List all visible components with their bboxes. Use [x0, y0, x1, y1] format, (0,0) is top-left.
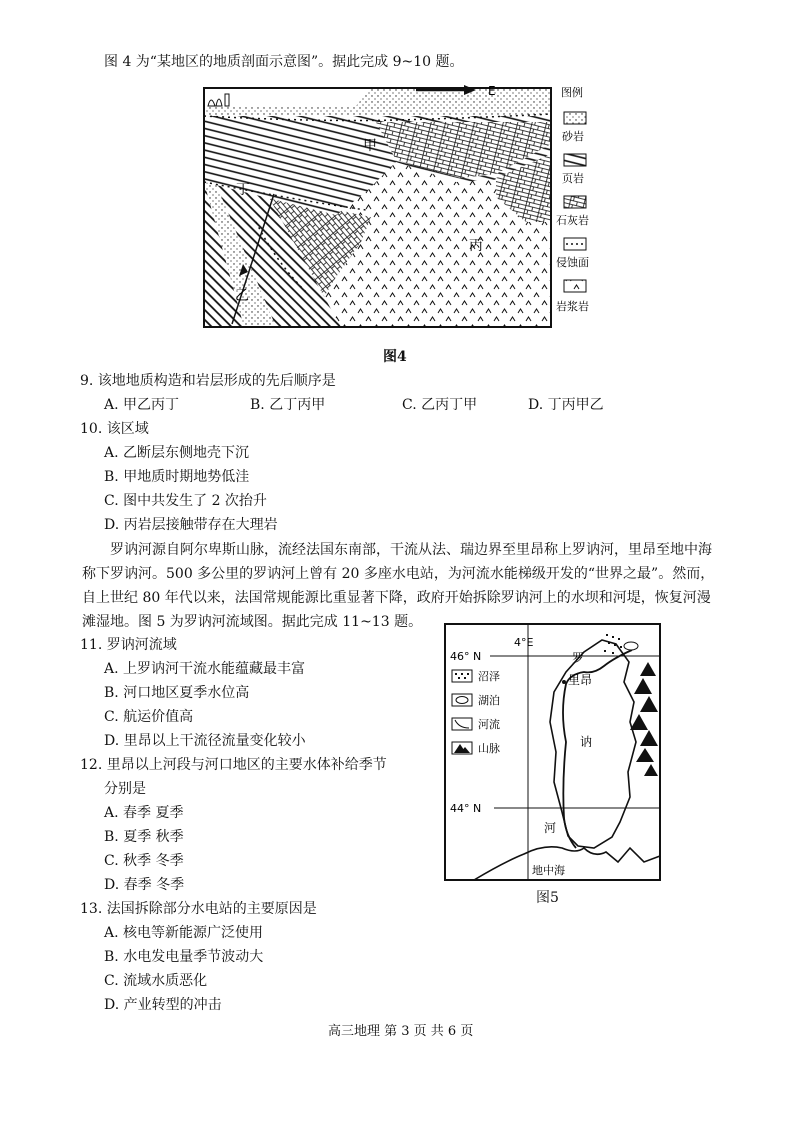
q11-option-b[interactable]: B. 河口地区夏季水位高 — [104, 685, 250, 701]
q13-stem: 13. 法国拆除部分水电站的主要原因是 — [80, 901, 317, 917]
q9-option-d[interactable]: D. 丁丙甲乙 — [528, 397, 604, 413]
q13-option-b[interactable]: B. 水电发电量季节波动大 — [104, 949, 264, 965]
fig5-legend-river: 河流 — [478, 718, 500, 731]
q11-stem: 11. 罗讷河流域 — [80, 637, 177, 653]
q12-option-b[interactable]: B. 夏季 秋季 — [104, 829, 184, 845]
fig4-legend-title: 图例 — [561, 86, 583, 99]
fig5-legend-marsh: 沼泽 — [478, 670, 500, 683]
passage-rhone: 罗讷河源自阿尔卑斯山脉，流经法国东南部，干流从法、瑞边界至里昂称上罗讷河，里昂至地中海称下罗讷河。500 多公里的罗讷河上曾有 20 多座水电站，为河流水能梯级开发的“世界之最”。然而，自上世纪 80 年代以来，法国常规能源比重显著下降，政府开始拆除罗讷河上的水坝和河堤，恢复河漫滩湿地。图 5 为罗讷河流域图。据此完成 11~13 题。 — [82, 542, 715, 630]
q10-option-d[interactable]: D. 丙岩层接触带存在大理岩 — [104, 517, 278, 533]
q11-option-d[interactable]: D. 里昂以上干流径流量变化较小 — [104, 733, 306, 749]
q12-option-c[interactable]: C. 秋季 冬季 — [104, 853, 184, 869]
fig4-label-yi: 乙 — [235, 288, 249, 304]
fig4-label-bing: 丙 — [469, 238, 483, 254]
q10-option-a[interactable]: A. 乙断层东侧地壳下沉 — [104, 445, 250, 461]
fig4-legend-sandstone: 砂岩 — [562, 130, 584, 143]
fig5-legend-lake: 湖泊 — [478, 694, 500, 707]
fig5-caption: 图5 — [536, 890, 559, 906]
fig4-legend-limestone: 石灰岩 — [556, 214, 589, 227]
fig5-rhone-map — [444, 622, 662, 884]
q11-option-c[interactable]: C. 航运价值高 — [104, 709, 194, 725]
fig4-geologic-section — [196, 82, 596, 330]
fig4-legend-magma: 岩浆岩 — [556, 300, 589, 313]
fig5-river-char-3: 河 — [544, 821, 557, 835]
q12-option-d[interactable]: D. 春季 冬季 — [104, 877, 185, 893]
fig4-legend-erosion: 侵蚀面 — [556, 256, 589, 269]
fig4-direction-label: E — [488, 84, 496, 98]
q10-stem: 10. 该区域 — [80, 421, 149, 437]
q9-option-b[interactable]: B. 乙丁丙甲 — [250, 397, 326, 413]
fig5-river-char-1: 罗 — [572, 651, 585, 665]
fig5-lat-top: 46° N — [450, 650, 482, 663]
q12-option-a[interactable]: A. 春季 夏季 — [104, 805, 184, 821]
fig5-lat-bottom: 44° N — [450, 802, 482, 815]
q12-stem-line2: 分别是 — [104, 781, 146, 797]
fig4-caption: 图4 — [383, 349, 407, 365]
fig5-legend-mountain: 山脉 — [478, 742, 500, 755]
fig4-label-jia: 甲 — [363, 138, 377, 154]
q13-option-d[interactable]: D. 产业转型的冲击 — [104, 997, 222, 1013]
q13-option-a[interactable]: A. 核电等新能源广泛使用 — [104, 925, 264, 941]
q10-option-c[interactable]: C. 图中共发生了 2 次抬升 — [104, 493, 267, 509]
q9-option-c[interactable]: C. 乙丙丁甲 — [402, 397, 478, 413]
q9-option-a[interactable]: A. 甲乙丙丁 — [104, 397, 180, 413]
page-footer: 高三地理 第 3 页 共 6 页 — [328, 1024, 474, 1039]
fig5-river-char-2: 讷 — [580, 735, 593, 749]
fig5-sea-label: 地中海 — [532, 864, 565, 877]
q10-option-b[interactable]: B. 甲地质时期地势低洼 — [104, 469, 250, 485]
q13-option-c[interactable]: C. 流域水质恶化 — [104, 973, 208, 989]
fig4-legend-shale: 页岩 — [562, 172, 584, 185]
q12-stem-line1: 12. 里昂以上河段与河口地区的主要水体补给季节 — [80, 757, 387, 773]
fig5-place-lyon: 里昂 — [568, 673, 593, 687]
q11-option-a[interactable]: A. 上罗讷河干流水能蕴藏最丰富 — [104, 661, 306, 677]
q9-stem: 9. 该地地质构造和岩层形成的先后顺序是 — [80, 373, 336, 389]
fig5-lon-label: 4°E — [514, 636, 534, 649]
fig4-intro: 图 4 为“某地区的地质剖面示意图”。据此完成 9~10 题。 — [104, 54, 464, 70]
fig4-label-ding: 丁 — [236, 182, 250, 198]
